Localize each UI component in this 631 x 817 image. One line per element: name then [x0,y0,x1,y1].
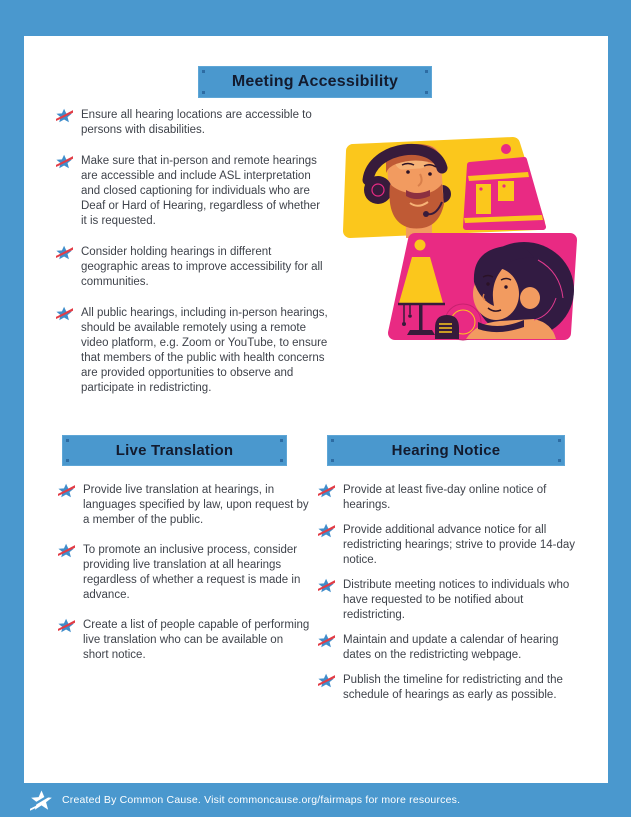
page-title: Meeting Accessibility [231,73,399,90]
star-bullet-icon [56,245,74,265]
list-item [56,108,328,138]
star-bullet-icon [58,618,76,638]
star-bullet-icon [58,543,76,563]
list-item [58,618,314,663]
star-bullet-icon [58,483,76,503]
section-title: Hearing Notice [391,442,501,459]
corner-handle-dot [558,459,561,462]
common-cause-star-icon [30,790,53,811]
star-bullet-icon [318,578,336,598]
star-bullet-icon [318,633,336,653]
star-bullet-icon [318,523,336,543]
bullet-text: Publish the timeline for redistricting and the schedule of hearings as early as possible. [343,674,563,701]
bullet-text: Provide live translation at hearings, in languages specified by law, upon request by a member of the public. [83,484,309,526]
footer-bar [0,783,631,817]
section-header-hearing-notice [327,435,565,466]
list-item [56,306,328,396]
section-header-meeting-accessibility [198,66,432,98]
corner-handle-dot [331,459,334,462]
bullet-text: All public hearings, including in-person hearings, should be available remotely using a remote video platform, e.g. Zoom or YouTube, to ensure that members of the public with health concerns are provided opportunities to observe and participate in redistricting. [81,307,328,394]
star-bullet-icon [56,306,74,326]
corner-handle-dot [558,439,561,442]
hearing-notice-list [318,483,586,713]
meeting-accessibility-list [56,108,328,412]
corner-handle-dot [425,91,428,94]
bullet-text: Create a list of people capable of performing live translation who can be available on short notice. [83,619,310,661]
bullet-text: Provide additional advance notice for all redistricting hearings; strive to provide 14-day notice. [343,524,576,566]
section-header-live-translation [62,435,287,466]
list-item [318,483,586,513]
corner-handle-dot [280,439,283,442]
bullet-text: Maintain and update a calendar of hearing dates on the redistricting webpage. [343,634,559,661]
page-content [24,36,608,783]
corner-handle-dot [202,91,205,94]
live-translation-list [58,483,314,678]
bullet-text: Distribute meeting notices to individuals who have requested to be notified about redistricting. [343,579,570,621]
list-item [56,154,328,229]
bullet-text: To promote an inclusive process, consider providing live translation at all hearings regardless of whether a request is made in advance. [83,544,301,601]
corner-handle-dot [66,439,69,442]
list-item [56,245,328,290]
corner-handle-dot [425,70,428,73]
bullet-text: Provide at least five-day online notice of hearings. [343,484,547,511]
list-item [318,633,586,663]
list-item [58,483,314,528]
corner-handle-dot [331,439,334,442]
bullet-text: Make sure that in-person and remote hearings are accessible and include ASL interpretation and closed captioning for individuals who are Deaf or Hard of Hearing, regardless of whether it is requested. [81,155,321,227]
star-bullet-icon [318,483,336,503]
star-bullet-icon [318,673,336,693]
list-item [318,523,586,568]
corner-handle-dot [280,459,283,462]
video-call-illustration [338,132,586,346]
star-bullet-icon [56,108,74,128]
corner-handle-dot [202,70,205,73]
list-item [58,543,314,603]
bullet-text: Ensure all hearing locations are accessible to persons with disabilities. [81,109,312,136]
section-title: Live Translation [115,442,234,459]
corner-handle-dot [66,459,69,462]
list-item [318,673,586,703]
bullet-text: Consider holding hearings in different geographic areas to improve accessibility for all communities. [81,246,323,288]
star-bullet-icon [56,154,74,174]
footer-text: Created By Common Cause. Visit commoncause.org/fairmaps for more resources. [62,794,461,806]
list-item [318,578,586,623]
